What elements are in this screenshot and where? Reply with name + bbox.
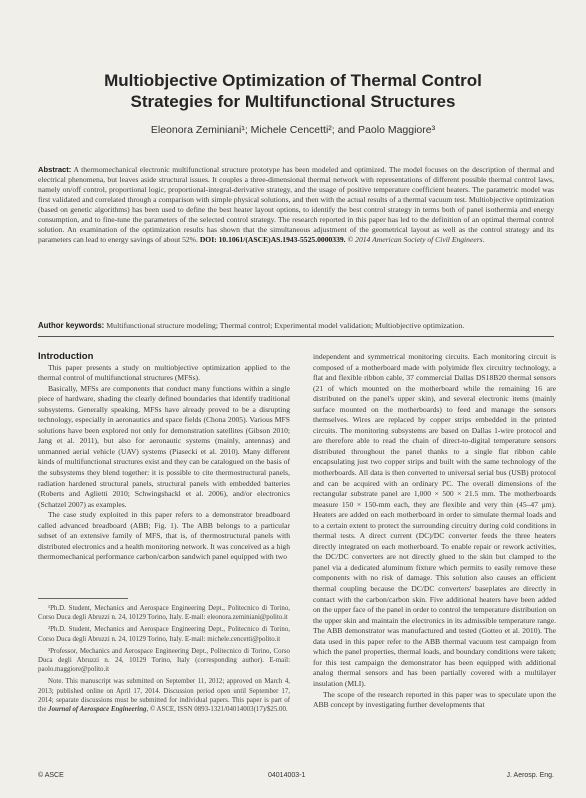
keywords-label: Author keywords: [38, 321, 105, 330]
header-divider [38, 336, 554, 337]
footnote-3: ³Professor, Mechanics and Aerospace Engineering Dept., Politecnico di Torino, Corso Duca degli Abruzzi n. 24, 10129 Torino, Italy (corresponding author). E-mail: paolo.maggiore@polito.it [38, 647, 290, 674]
keywords-text: Multifunctional structure modeling; Thermal control; Experimental model validation; Multiobjective optimization. [106, 321, 465, 330]
intro-paragraph-5: The scope of the research reported in this paper was to speculate upon the ABB concept by investigating further developments that [313, 689, 556, 710]
section-heading-introduction: Introduction [38, 351, 94, 362]
title-line-2: Strategies for Multifunctional Structures [130, 92, 456, 111]
footnote-divider [38, 598, 128, 599]
copyright: © 2014 American Society of Civil Engineers. [347, 235, 485, 244]
footnote-1: ¹Ph.D. Student, Mechanics and Aerospace Engineering Dept., Politecnico di Torino, Corso Duca degli Abruzzi n. 24, 10129 Torino, Italy. E-mail: eleonora.zeminiani@polito.it [38, 605, 290, 622]
manuscript-note-text: Note. This manuscript was submitted on September 11, 2012; approved on March 4, 2013; published online on April 17, 2014. Discussion period open until September 17, 2014; separate discussions must be submitted for individual papers. This paper is part of the [38, 678, 290, 714]
author-list: Eleonora Zeminiani¹; Michele Cencetti²; and Paolo Maggiore³ [150, 124, 436, 136]
author-keywords [38, 321, 554, 331]
title-line-1: Multiobjective Optimization of Thermal Control [104, 71, 482, 90]
intro-paragraph-1: This paper presents a study on multiobjective optimization applied to the thermal control of multifunctional structures (MFSs). [38, 362, 290, 383]
abstract-label: Abstract: [38, 165, 72, 174]
issn-text: , © ASCE, ISSN 0893-1321/04014003(17)/$25.00. [146, 706, 288, 714]
abstract-text: A thermomechanical electronic multifunctional structure prototype has been modeled and optimized. The model focuses on the description of thermal and electrical phenomena, but leaves aside structural issues. It couples a three-dimensional thermal network with representations of different possible thermal control laws, namely on/off control, proportional logic, proportional-integral-derivative strategy, and the usage of positive temperature coefficient heaters. The parametric model was first validated and correlated through a comparison with simple physical solutions, and then with the actual results of a thermal vacuum test. Multiobjective optimization (based on genetic algorithms) has been used to define the best heater layout options, to identify the best control strategy in terms both of panel isothermia and energy consumption, and to fine-tune the parameters of the selected control strategy. The research reported in this paper has led to the definition of an optimal thermal control solution. An examination of the optimization results has shown that the simultaneous adjustment of the geometrical layout as well as the control strategy and its parameters can lead to energy savings of about 52%. [38, 165, 554, 244]
journal-name: Journal of Aerospace Engineering [48, 706, 147, 714]
footnotes [38, 604, 290, 717]
footer-journal: J. Aerosp. Eng. [506, 772, 554, 779]
footnote-2: ²Ph.D. Student, Mechanics and Aerospace Engineering Dept., Politecnico di Torino, Corso Duca degli Abruzzi n. 24, 10129 Torino, Italy. E-mail: michele.cencetti@polito.it [38, 626, 290, 643]
intro-paragraph-3: The case study exploited in this paper refers to a demonstrator breadboard called advanced breadboard (ABB; Fig. 1). The ABB belongs to a particular subset of an extensive family of MFS, that is, of thermostructural panels with distributed electronics and a health monitoring network. It was conceived as a high thermomechanical performance carbon/carbon sandwich panel equipped with two [38, 510, 290, 562]
intro-paragraph-4: independent and symmetrical monitoring circuits. Each monitoring circuit is composed of a motherboard made with polyimide flex circuitry technology, a flat and flexible ribbon cable, 37 commercial Dallas DS18B20 thermal sensors (21 of which mounted on the motherboard while the remaining 16 are distributed on the panel's upper skin), and several electronic items (mainly surface mounted on the motherboards) to feed and manage the sensors themselves. Wires are replaced by copper strips embedded in the printed circuits. The monitoring subsystems are based on Dallas 1-wire protocol and are therefore able to read the chain of direct-to-digital temperature sensors distributed throughout the panel thanks to a single flat ribbon cable encapsulating just two copper strips and built with the same technology of the motherboards. All data is then converted to universal serial bus (USB) protocol and can be acquired with an ordinary PC. The overall dimensions of the rectangular substrate panel are 1,000 × 500 × 21.5 mm. The motherboards measure 150 × 150-mm each, they are flexible and very thin (45–47 μm). Heaters are added on each motherboard in order to simulate thermal loads and to a certain extent to protect the surrounding circuitry during cold conditions in thermal tests. A direct current (DC)/DC converter feeds the three heaters directly integrated on each motherboard. To enable repair or rework activities, the DC/DC converters are not directly glued to the skin but clamped to the panel via a dedicated aluminum fixture which permits to easily remove these components with no risk of damage. This solution also causes an efficient thermal coupling because the DC/DC converters' baseplates are directly in contact with the carbon/carbon skin. Five additional heaters have been added on the upper face of the panel in order to control the temperature distribution on the upper skin and maintain the electronics in its admissible temperature range. The ABB demonstrator was manufactured and tested (Gotteo et al. 2010). The data used in this paper refer to the ABB thermal vacuum test campaign from which the panel properties, thermal loads, and boundary conditions were taken; for this test campaign the demonstrator has been equipped with additional analog thermal sensors and has been partially covered with a multilayer insulation (MLI). [313, 352, 556, 688]
right-column [313, 352, 556, 711]
footer-page-id: 04014003-1 [268, 772, 306, 779]
abstract [38, 165, 554, 245]
doi[interactable]: DOI: 10.1061/(ASCE)AS.1943-5525.0000339. [199, 235, 346, 244]
intro-paragraph-2: Basically, MFSs are components that conduct many functions within a single piece of hardware, shading the clearly defined boundaries that identify traditional subsystems. Generally speaking, MFSs have already proved to be a disrupting technology, especially in aeronautics and space fields (Chona 2005). Various MFS solutions have been explored not only for demonstration satellites (Gibson 2010; Jang et al. 2011), but also for aeronautic systems (mainly, antennas) and unmanned aerial vehicle (UAV) systems (Piasecki et al. 2010). Many different kinds of multifunctional structures exist and they can be catalogued on the basis of the subsystems they blend together: it is possible to cite thermostructural panels, radiation hardened structural panels, structural panels with embedded batteries (Roberts and Aglietti 2010; Schwingshackl et al. 2006), and/or electronics (Schatzel 2007) as examples. [38, 383, 290, 509]
paper-title [60, 70, 526, 112]
manuscript-note [38, 677, 290, 714]
left-column [38, 352, 290, 563]
footer-publisher: © ASCE [38, 772, 64, 779]
